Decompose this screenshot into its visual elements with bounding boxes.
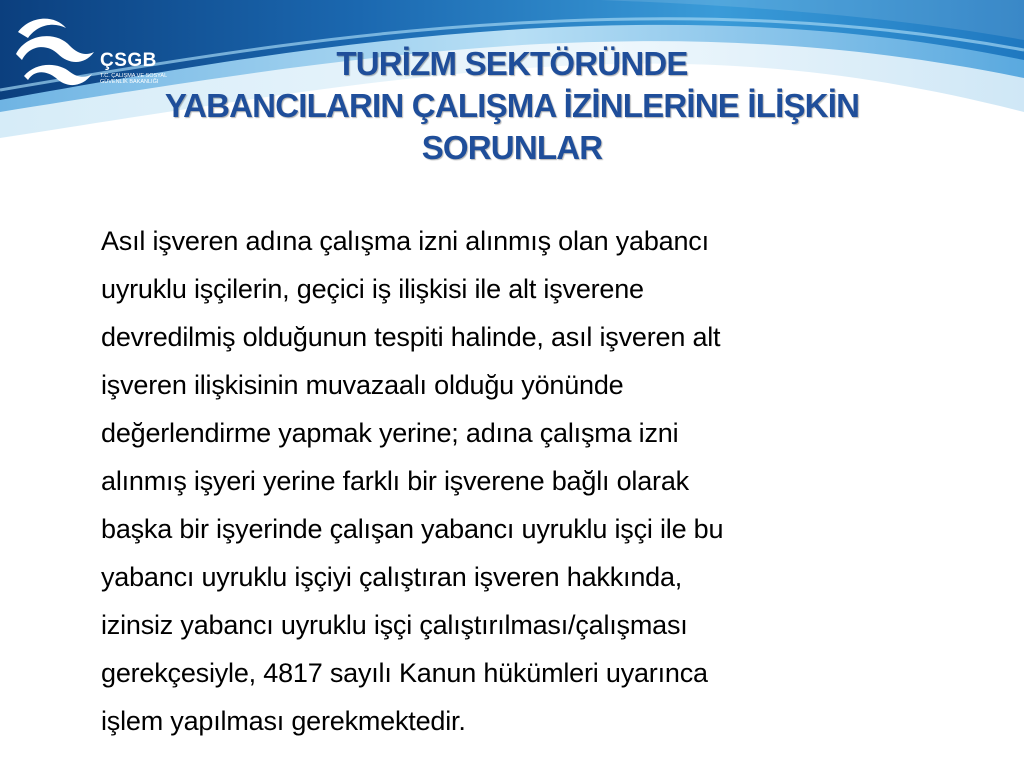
body-line: devredilmiş olduğunun tespiti halinde, asıl işveren alt bbox=[101, 322, 721, 352]
body-paragraph bbox=[101, 217, 981, 745]
body-line: izinsiz yabancı uyruklu işçi çalıştırılması/çalışması bbox=[101, 610, 688, 640]
logo-name: ÇSGB bbox=[100, 50, 157, 71]
body-line: değerlendirme yapmak yerine; adına çalışma izni bbox=[101, 418, 679, 448]
title-line: TURİZM SEKTÖRÜNDE bbox=[336, 45, 688, 82]
body-line: işveren ilişkisinin muvazaalı olduğu yönünde bbox=[101, 370, 624, 400]
body-line: yabancı uyruklu işçiyi çalıştıran işveren hakkında, bbox=[101, 562, 683, 592]
body-line: işlem yapılması gerekmektedir. bbox=[101, 706, 466, 736]
body-line: gerekçesiyle, 4817 sayılı Kanun hükümleri uyarınca bbox=[101, 658, 708, 688]
body-line: uyruklu işçilerin, geçici iş ilişkisi ile alt işverene bbox=[101, 274, 644, 304]
title-line: SORUNLAR bbox=[421, 128, 603, 166]
logo-subtitle: T.C. ÇALIŞMA VE SOSYAL GÜVENLİK BAKANLIĞI bbox=[100, 73, 167, 85]
slide-title bbox=[0, 43, 1024, 169]
body-line: Asıl işveren adına çalışma izni alınmış olan yabancı bbox=[101, 226, 709, 256]
body-line: alınmış işyeri yerine farklı bir işverene bağlı olarak bbox=[101, 466, 689, 496]
body-line: başka bir işyerinde çalışan yabancı uyruklu işçi ile bu bbox=[101, 514, 724, 544]
title-line: YABANCILARIN ÇALIŞMA İZİNLERİNE İLİŞKİN bbox=[164, 86, 860, 124]
